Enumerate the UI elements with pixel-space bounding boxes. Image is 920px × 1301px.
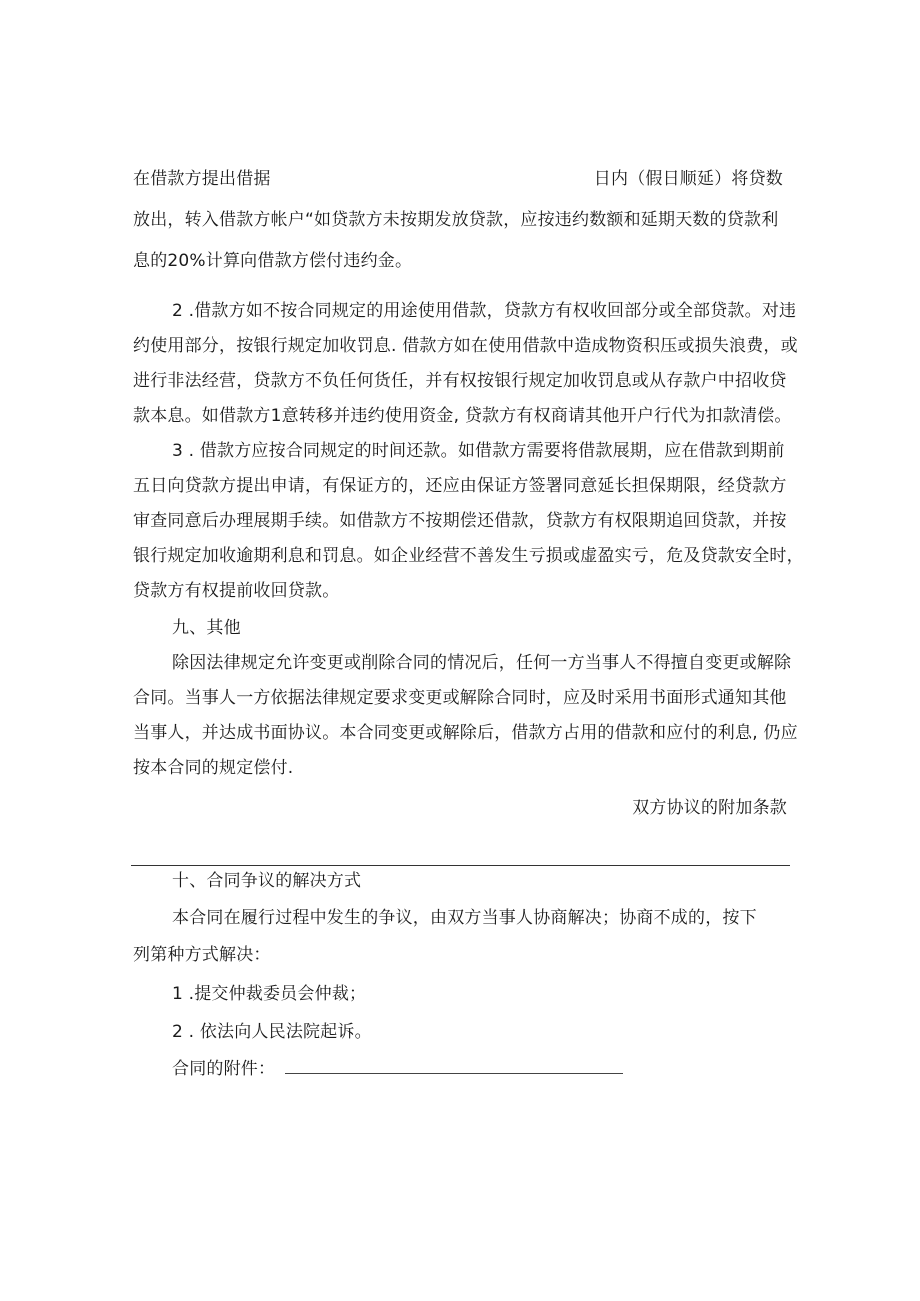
item3-line4: 银行规定加收逾期利息和罚息。如企业经营不善发生亏损或虚盈实亏，危及贷款安全时， (133, 546, 804, 566)
s8-line2: 放出，转入借款方帐户“如贷款方未按期发放贷款，应按违约数额和延期天数的贷款利 (133, 210, 779, 230)
attachment-label: 合同的附件： (172, 1059, 276, 1079)
item3-line2: 五日向贷款方提出申请，有保证方的，还应由保证方签署同意延长担保期限，经贷款方 (133, 476, 787, 496)
item2-line4: 款本息。如借款方1意转移并违约使用资金, 贷款方有权商请其他开户行代为扣款清偿。 (133, 406, 792, 426)
item2-line2: 约使用部分，按银行规定加收罚息. 借款方如在使用借款中造成物资积压或损失浪费，或 (133, 336, 798, 356)
attachment-blank-line (285, 1073, 623, 1074)
item3-line5: 贷款方有权提前收回贷款。 (133, 581, 340, 601)
addendum-blank-line (131, 865, 790, 866)
s9-para-line1: 除因法律规定允许变更或削除合同的情况后，任何一方当事人不得擅自变更或解除 (172, 653, 792, 673)
s10-para-line2: 列第种方式解决： (133, 945, 271, 965)
s10-option2: 2 . 依法向人民法院起诉。 (172, 1022, 372, 1042)
s10-option1: 1 .提交仲裁委员会仲裁； (172, 984, 367, 1004)
item2-line3: 进行非法经营，贷款方不负任何货任，并有权按银行规定加收罚息或从存款户中招收贷 (133, 371, 787, 391)
section9-heading: 九、其他 (172, 618, 241, 638)
addendum-label: 双方协议的附加条款 (632, 798, 787, 818)
s9-para-line4: 按本合同的规定偿付. (133, 758, 294, 778)
s8-line1-right: 日内（假日顺延）将贷数 (593, 169, 783, 189)
item3-line1: 3 . 借款方应按合同规定的时间还款。如借款方需要将借款展期，应在借款到期前 (172, 441, 785, 461)
s8-line1-left: 在借款方提出借据 (133, 169, 271, 189)
item3-line3: 审查同意后办理展期手续。如借款方不按期偿还借款，贷款方有权限期追回贷款，并按 (133, 511, 787, 531)
item2-line1: 2 .借款方如不按合同规定的用途使用借款，贷款方有权收回部分或全部贷款。对违 (172, 301, 797, 321)
s9-para-line3: 当事人，并达成书面协议。本合同变更或解除后，借款方占用的借款和应付的利息, 仍应 (133, 723, 798, 743)
s10-para-line1: 本合同在履行过程中发生的争议，由双方当事人协商解决；协商不成的，按下 (172, 908, 757, 928)
s8-line3: 息的20%计算向借款方偿付违约金。 (133, 251, 413, 271)
s9-para-line2: 合同。当事人一方依据法律规定要求变更或解除合同时，应及时采用书面形式通知其他 (133, 688, 787, 708)
section10-heading: 十、合同争议的解决方式 (172, 871, 362, 891)
